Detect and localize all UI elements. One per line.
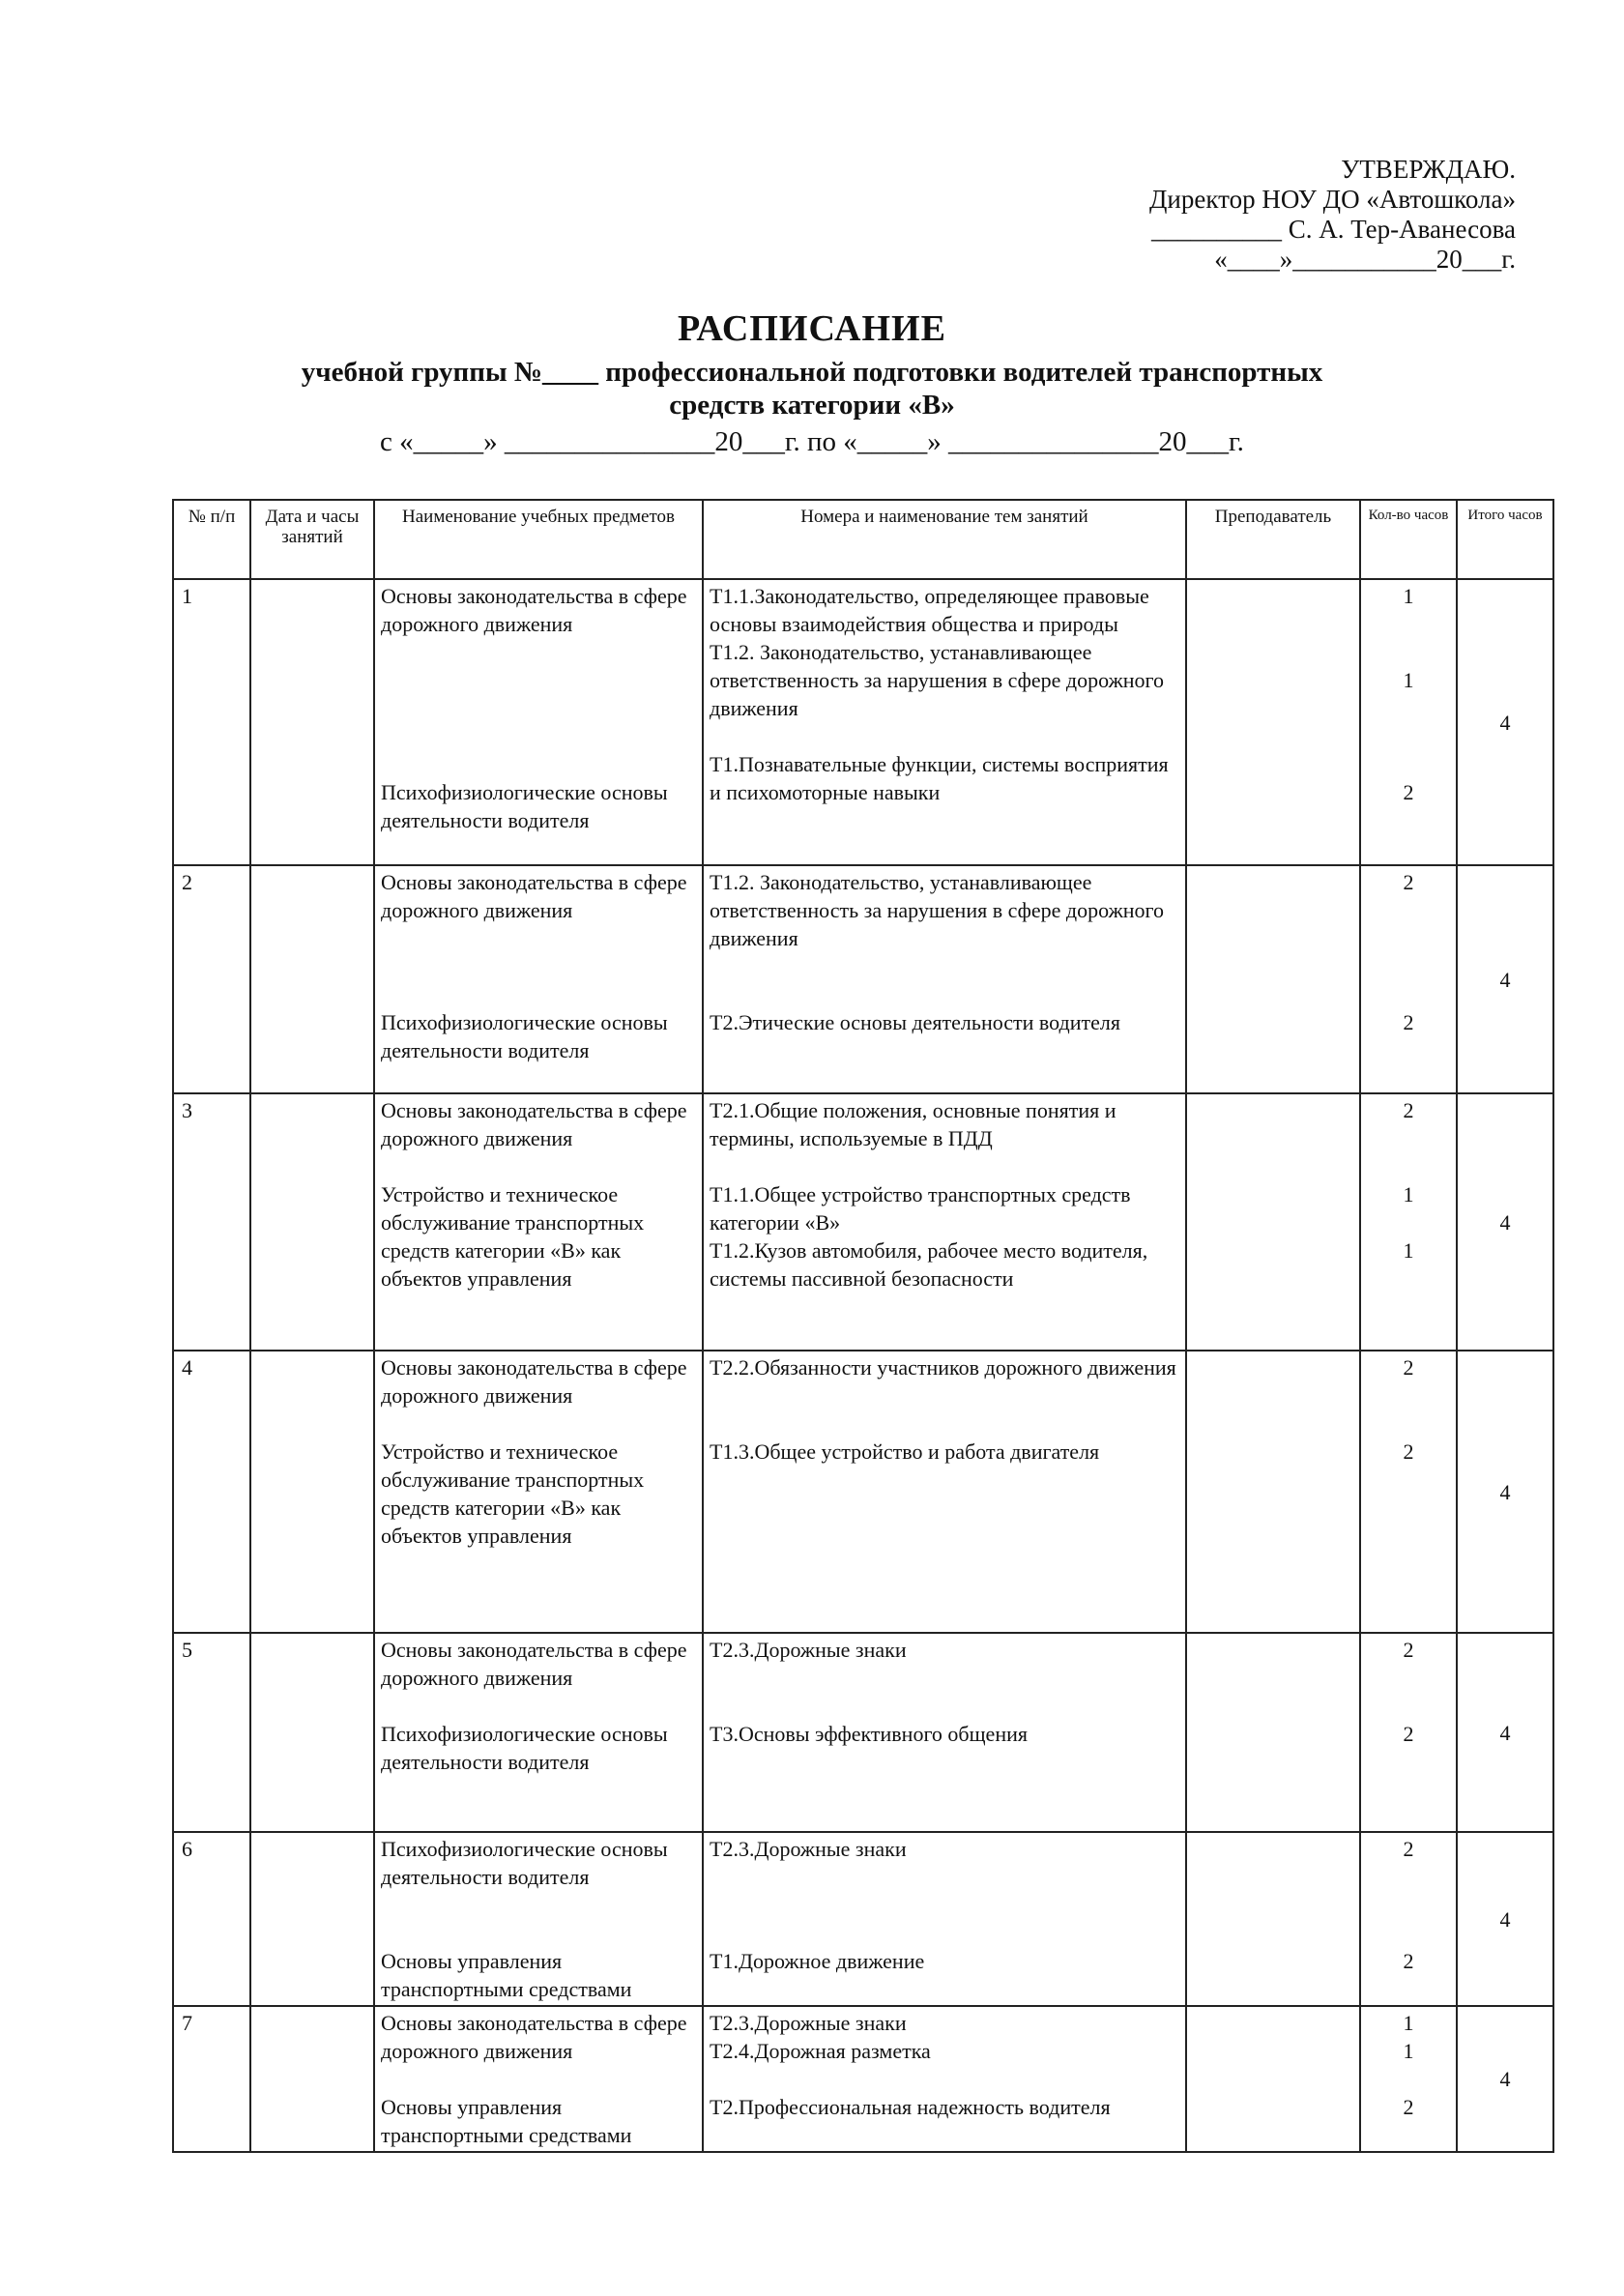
approval-line-1: УТВЕРЖДАЮ.	[1341, 155, 1516, 184]
table-row	[173, 1633, 1553, 1832]
row-topics	[703, 1093, 1186, 1351]
hours-value: 1	[1403, 2011, 1414, 2035]
row-date	[250, 1351, 374, 1633]
row-hours	[1360, 865, 1457, 1093]
row-hours	[1360, 2006, 1457, 2152]
header-total: Итого часов	[1457, 500, 1553, 579]
topic: Т2.3.Дорожные знаки	[710, 1837, 907, 1861]
row-num: 4	[173, 1351, 250, 1633]
topic: Т1.1.Законодательство, определяющее правовые основы взаимодействия общества и природы	[710, 584, 1149, 636]
period-line: с «_____» _______________20___г. по «_____» _______________20___г.	[380, 426, 1244, 457]
header-subject: Наименование учебных предметов	[374, 500, 703, 579]
subject: Основы управления транспортными средствами	[381, 2095, 632, 2147]
subject: Основы законодательства в сфере дорожного движения	[381, 870, 687, 922]
table-row	[173, 1351, 1553, 1633]
topic: Т1.2. Законодательство, устанавливающее ответственность за нарушения в сфере дорожного движения	[710, 640, 1165, 720]
table-header-row	[173, 500, 1553, 579]
topic: Т2.4.Дорожная разметка	[710, 2039, 931, 2063]
hours-value: 2	[1403, 1949, 1414, 1973]
approval-block	[1149, 155, 1516, 275]
row-hours	[1360, 1351, 1457, 1633]
row-total: 4	[1457, 1832, 1553, 2006]
topic: Т2.1.Общие положения, основные понятия и термины, используемые в ПДД	[710, 1098, 1116, 1150]
row-date	[250, 2006, 374, 2152]
row-date	[250, 1832, 374, 2006]
row-topics	[703, 579, 1186, 865]
hours-value: 2	[1403, 1355, 1414, 1380]
subject: Основы законодательства в сфере дорожного движения	[381, 1098, 687, 1150]
hours-value: 2	[1403, 1837, 1414, 1861]
row-date	[250, 579, 374, 865]
subject: Основы законодательства в сфере дорожного движения	[381, 584, 687, 636]
topic: Т1.Познавательные функции, системы восприятия и психомоторные навыки	[710, 752, 1169, 804]
row-subjects	[374, 1832, 703, 2006]
subject: Основы законодательства в сфере дорожного движения	[381, 1355, 687, 1408]
row-num: 5	[173, 1633, 250, 1832]
hours-value: 1	[1403, 584, 1414, 608]
hours-value: 2	[1403, 870, 1414, 894]
table-row	[173, 579, 1553, 865]
row-total: 4	[1457, 2006, 1553, 2152]
row-num: 3	[173, 1093, 250, 1351]
approval-line-2: Директор НОУ ДО «Автошкола»	[1149, 185, 1516, 214]
row-total: 4	[1457, 579, 1553, 865]
topic: Т1.Дорожное движение	[710, 1949, 925, 1973]
subject: Основы управления транспортными средствами	[381, 1949, 632, 2001]
row-teacher	[1186, 865, 1360, 1093]
hours-value: 1	[1403, 1238, 1414, 1263]
topic: Т2.Профессиональная надежность водителя	[710, 2095, 1111, 2119]
title-block	[0, 307, 1624, 458]
topic: Т2.2.Обязанности участников дорожного движения	[710, 1355, 1176, 1380]
row-total: 4	[1457, 1351, 1553, 1633]
row-subjects	[374, 1351, 703, 1633]
row-num: 2	[173, 865, 250, 1093]
row-date	[250, 865, 374, 1093]
header-hours: Кол-во часов	[1360, 500, 1457, 579]
row-teacher	[1186, 2006, 1360, 2152]
topic: Т2.Этические основы деятельности водителя	[710, 1010, 1120, 1034]
subject: Психофизиологические основы деятельности водителя	[381, 1722, 668, 1774]
row-num: 6	[173, 1832, 250, 2006]
header-num: № п/п	[173, 500, 250, 579]
row-date	[250, 1093, 374, 1351]
row-num: 1	[173, 579, 250, 865]
hours-value: 2	[1403, 1098, 1414, 1122]
row-hours	[1360, 1633, 1457, 1832]
schedule-table	[172, 499, 1554, 2153]
topic: Т1.2. Законодательство, устанавливающее ответственность за нарушения в сфере дорожного движения	[710, 870, 1165, 950]
table-row	[173, 865, 1553, 1093]
row-subjects	[374, 579, 703, 865]
row-topics	[703, 2006, 1186, 2152]
topic: Т1.2.Кузов автомобиля, рабочее место водителя, системы пассивной безопасности	[710, 1238, 1148, 1291]
header-teacher: Преподаватель	[1186, 500, 1360, 579]
row-topics	[703, 1633, 1186, 1832]
hours-value: 2	[1403, 780, 1414, 804]
table-row	[173, 1093, 1553, 1351]
topic: Т3.Основы эффективного общения	[710, 1722, 1028, 1746]
subject: Основы законодательства в сфере дорожного движения	[381, 1638, 687, 1690]
approval-line-3: __________ С. А. Тер-Аванесова	[1150, 215, 1516, 244]
subject: Психофизиологические основы деятельности водителя	[381, 1837, 668, 1889]
topic: Т2.3.Дорожные знаки	[710, 2011, 907, 2035]
row-teacher	[1186, 1351, 1360, 1633]
hours-value: 2	[1403, 2095, 1414, 2119]
header-date: Дата и часы занятий	[250, 500, 374, 579]
topic: Т2.3.Дорожные знаки	[710, 1638, 907, 1662]
hours-value: 2	[1403, 1439, 1414, 1464]
subject: Психофизиологические основы деятельности водителя	[381, 1010, 668, 1062]
table-row	[173, 2006, 1553, 2152]
document-title: РАСПИСАНИЕ	[678, 308, 946, 349]
topic: Т1.1.Общее устройство транспортных средств категории «В»	[710, 1182, 1131, 1235]
hours-value: 2	[1403, 1010, 1414, 1034]
row-total: 4	[1457, 1633, 1553, 1832]
row-topics	[703, 1351, 1186, 1633]
row-topics	[703, 1832, 1186, 2006]
hours-value: 1	[1403, 1182, 1414, 1206]
row-total: 4	[1457, 865, 1553, 1093]
subtitle-line-1: учебной группы №____ профессиональной подготовки водителей транспортных	[301, 357, 1323, 388]
header-topic: Номера и наименование тем занятий	[703, 500, 1186, 579]
row-subjects	[374, 2006, 703, 2152]
row-topics	[703, 865, 1186, 1093]
document-subtitle	[0, 356, 1624, 421]
hours-value: 1	[1403, 668, 1414, 692]
row-total: 4	[1457, 1093, 1553, 1351]
approval-line-4: «____»___________20___г.	[1214, 245, 1516, 274]
row-hours	[1360, 579, 1457, 865]
hours-value: 2	[1403, 1722, 1414, 1746]
hours-value: 1	[1403, 2039, 1414, 2063]
row-teacher	[1186, 1832, 1360, 2006]
subtitle-line-2: средств категории «В»	[669, 390, 955, 421]
subject: Устройство и техническое обслуживание транспортных средств категории «В» как объектов управления	[381, 1182, 645, 1291]
row-hours	[1360, 1093, 1457, 1351]
row-subjects	[374, 1633, 703, 1832]
row-teacher	[1186, 1093, 1360, 1351]
hours-value: 2	[1403, 1638, 1414, 1662]
row-teacher	[1186, 579, 1360, 865]
table-row	[173, 1832, 1553, 2006]
row-hours	[1360, 1832, 1457, 2006]
subject: Психофизиологические основы деятельности водителя	[381, 780, 668, 832]
row-num: 7	[173, 2006, 250, 2152]
row-date	[250, 1633, 374, 1832]
row-subjects	[374, 865, 703, 1093]
subject: Основы законодательства в сфере дорожного движения	[381, 2011, 687, 2063]
subject: Устройство и техническое обслуживание транспортных средств категории «В» как объектов управления	[381, 1439, 645, 1548]
row-subjects	[374, 1093, 703, 1351]
topic: Т1.3.Общее устройство и работа двигателя	[710, 1439, 1100, 1464]
row-teacher	[1186, 1633, 1360, 1832]
